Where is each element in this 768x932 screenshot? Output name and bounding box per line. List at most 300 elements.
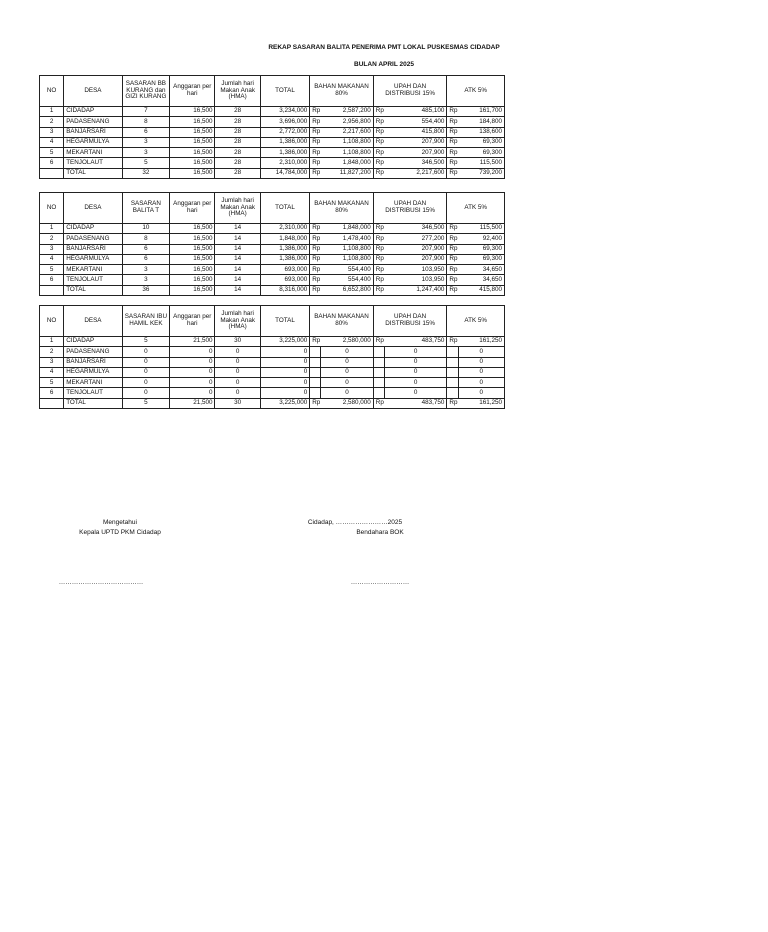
currency-label: Rp	[373, 127, 384, 137]
currency-label: Rp	[373, 148, 384, 158]
row-hari: 14	[215, 234, 260, 244]
row-desa: TOTAL	[64, 168, 122, 178]
row-sasaran: 6	[122, 244, 169, 254]
row-no: 3	[40, 244, 64, 254]
row-no: 5	[40, 378, 64, 388]
currency-label: Rp	[373, 107, 384, 117]
recap-table-bb-kurang	[39, 75, 505, 179]
currency-label	[373, 367, 384, 377]
row-desa: HEGARMULYA	[64, 367, 122, 377]
table-row	[40, 388, 505, 398]
table-row	[40, 275, 505, 285]
column-header: SASARAN IBU HAMIL KEK	[122, 306, 169, 337]
row-hari: 28	[215, 107, 260, 117]
row-upah-distribusi: 0	[384, 367, 447, 377]
row-atk: 161,700	[458, 107, 505, 117]
table-row	[40, 254, 505, 264]
row-sasaran: 6	[122, 254, 169, 264]
row-total: 0	[260, 357, 309, 367]
row-sasaran: 0	[122, 388, 169, 398]
table-row	[40, 127, 505, 137]
recap-table-balita-t	[39, 192, 505, 296]
table-row	[40, 347, 505, 357]
row-bahan-makanan: 0	[321, 367, 373, 377]
column-header: TOTAL	[260, 193, 309, 224]
row-desa: CIDADAP	[64, 337, 122, 347]
currency-label: Rp	[373, 137, 384, 147]
table-row	[40, 117, 505, 127]
row-total: 0	[260, 347, 309, 357]
row-desa: TENJOLAUT	[64, 388, 122, 398]
row-anggaran: 21,500	[170, 337, 215, 347]
currency-label: Rp	[310, 337, 321, 347]
row-bahan-makanan: 1,848,000	[321, 224, 373, 234]
recap-table-ibu-hamil-kek	[39, 305, 505, 409]
row-total: 2,310,000	[260, 224, 309, 234]
row-no: 6	[40, 158, 64, 168]
row-total: 14,784,000	[260, 168, 309, 178]
row-anggaran: 16,500	[170, 127, 215, 137]
row-bahan-makanan: 1,108,800	[321, 148, 373, 158]
row-bahan-makanan: 0	[321, 388, 373, 398]
currency-label: Rp	[447, 158, 458, 168]
currency-label	[373, 357, 384, 367]
currency-label	[310, 347, 321, 357]
row-sasaran: 32	[122, 168, 169, 178]
currency-label: Rp	[310, 234, 321, 244]
row-atk: 739,200	[458, 168, 505, 178]
row-sasaran: 5	[122, 398, 169, 408]
currency-label: Rp	[447, 137, 458, 147]
currency-label: Rp	[310, 137, 321, 147]
currency-label: Rp	[310, 254, 321, 264]
document-title: REKAP SASARAN BALITA PENERIMA PMT LOKAL PUSKESMAS CIDADAP	[268, 44, 500, 51]
row-hari: 0	[215, 378, 260, 388]
row-sasaran: 7	[122, 107, 169, 117]
row-no	[40, 285, 64, 295]
row-atk: 34,650	[458, 265, 505, 275]
row-upah-distribusi: 554,400	[384, 117, 447, 127]
row-desa: HEGARMULYA	[64, 137, 122, 147]
row-desa: TENJOLAUT	[64, 275, 122, 285]
row-total: 2,310,000	[260, 158, 309, 168]
row-desa: HEGARMULYA	[64, 254, 122, 264]
column-header: ATK 5%	[447, 193, 505, 224]
row-no: 2	[40, 117, 64, 127]
row-anggaran: 16,500	[170, 224, 215, 234]
currency-label: Rp	[447, 234, 458, 244]
row-no: 4	[40, 254, 64, 264]
column-header: ATK 5%	[447, 306, 505, 337]
currency-label	[447, 378, 458, 388]
column-header: DESA	[64, 193, 122, 224]
row-atk: 184,800	[458, 117, 505, 127]
currency-label: Rp	[373, 234, 384, 244]
row-upah-distribusi: 1,247,400	[384, 285, 447, 295]
currency-label	[373, 378, 384, 388]
row-total: 1,386,000	[260, 148, 309, 158]
row-anggaran: 0	[170, 378, 215, 388]
row-bahan-makanan: 2,580,000	[321, 337, 373, 347]
table-row	[40, 337, 505, 347]
row-no: 1	[40, 107, 64, 117]
row-upah-distribusi: 483,750	[384, 398, 447, 408]
row-upah-distribusi: 207,900	[384, 254, 447, 264]
table-row	[40, 378, 505, 388]
row-total: 3,234,000	[260, 107, 309, 117]
currency-label: Rp	[373, 265, 384, 275]
row-anggaran: 16,500	[170, 275, 215, 285]
row-bahan-makanan: 1,108,800	[321, 244, 373, 254]
currency-label	[310, 357, 321, 367]
row-upah-distribusi: 0	[384, 388, 447, 398]
column-header: BAHAN MAKANAN 80%	[310, 193, 374, 224]
row-anggaran: 21,500	[170, 398, 215, 408]
row-bahan-makanan: 11,827,200	[321, 168, 373, 178]
row-sasaran: 0	[122, 367, 169, 377]
row-atk: 69,300	[458, 254, 505, 264]
row-total: 3,225,000	[260, 337, 309, 347]
row-no: 6	[40, 275, 64, 285]
row-atk: 69,300	[458, 244, 505, 254]
row-hari: 28	[215, 137, 260, 147]
row-desa: BANJARSARI	[64, 244, 122, 254]
row-upah-distribusi: 207,900	[384, 244, 447, 254]
row-anggaran: 16,500	[170, 148, 215, 158]
row-anggaran: 16,500	[170, 244, 215, 254]
row-total: 0	[260, 378, 309, 388]
currency-label: Rp	[310, 148, 321, 158]
signature-right-line2: Bendahara BOK	[356, 529, 404, 536]
currency-label: Rp	[447, 265, 458, 275]
currency-label: Rp	[373, 158, 384, 168]
currency-label: Rp	[310, 398, 321, 408]
row-sasaran: 5	[122, 337, 169, 347]
column-header: BAHAN MAKANAN 80%	[310, 76, 374, 107]
document-subtitle: BULAN APRIL 2025	[354, 61, 414, 68]
row-sasaran: 36	[122, 285, 169, 295]
column-header: NO	[40, 193, 64, 224]
row-atk: 0	[458, 357, 505, 367]
currency-label: Rp	[310, 244, 321, 254]
row-total: 693,000	[260, 275, 309, 285]
currency-label: Rp	[447, 275, 458, 285]
table-total-row	[40, 398, 505, 408]
row-bahan-makanan: 2,956,800	[321, 117, 373, 127]
row-bahan-makanan: 1,108,800	[321, 254, 373, 264]
column-header: TOTAL	[260, 306, 309, 337]
row-atk: 138,600	[458, 127, 505, 137]
row-sasaran: 3	[122, 265, 169, 275]
row-sasaran: 3	[122, 275, 169, 285]
row-bahan-makanan: 2,580,000	[321, 398, 373, 408]
row-total: 2,772,000	[260, 127, 309, 137]
row-anggaran: 16,500	[170, 117, 215, 127]
row-total: 0	[260, 388, 309, 398]
row-desa: BANJARSARI	[64, 357, 122, 367]
column-header: DESA	[64, 76, 122, 107]
signature-left-line2: Kepala UPTD PKM Cidadap	[79, 529, 161, 536]
row-anggaran: 16,500	[170, 265, 215, 275]
currency-label	[310, 367, 321, 377]
row-sasaran: 10	[122, 224, 169, 234]
row-hari: 14	[215, 224, 260, 234]
row-atk: 161,250	[458, 398, 505, 408]
currency-label: Rp	[373, 285, 384, 295]
row-upah-distribusi: 0	[384, 378, 447, 388]
row-upah-distribusi: 103,950	[384, 265, 447, 275]
table-row	[40, 158, 505, 168]
row-upah-distribusi: 346,500	[384, 158, 447, 168]
currency-label: Rp	[447, 398, 458, 408]
table-row	[40, 137, 505, 147]
row-hari: 0	[215, 367, 260, 377]
row-desa: MEKARTANI	[64, 148, 122, 158]
row-hari: 0	[215, 357, 260, 367]
currency-label: Rp	[373, 275, 384, 285]
table-header-row	[40, 193, 505, 224]
column-header: UPAH DAN DISTRIBUSI 15%	[373, 76, 447, 107]
currency-label	[447, 347, 458, 357]
row-atk: 415,800	[458, 285, 505, 295]
currency-label	[310, 378, 321, 388]
row-desa: PADASENANG	[64, 117, 122, 127]
currency-label: Rp	[310, 275, 321, 285]
row-bahan-makanan: 1,478,400	[321, 234, 373, 244]
row-upah-distribusi: 0	[384, 347, 447, 357]
row-atk: 161,250	[458, 337, 505, 347]
column-header: DESA	[64, 306, 122, 337]
currency-label: Rp	[310, 168, 321, 178]
row-desa: MEKARTANI	[64, 265, 122, 275]
column-header: Jumlah hari Makan Anak (HMA)	[215, 306, 260, 337]
row-atk: 34,650	[458, 275, 505, 285]
row-bahan-makanan: 554,400	[321, 265, 373, 275]
row-hari: 28	[215, 168, 260, 178]
row-anggaran: 0	[170, 357, 215, 367]
row-atk: 0	[458, 347, 505, 357]
row-anggaran: 16,500	[170, 234, 215, 244]
row-total: 1,386,000	[260, 137, 309, 147]
column-header: UPAH DAN DISTRIBUSI 15%	[373, 193, 447, 224]
row-sasaran: 0	[122, 378, 169, 388]
row-atk: 69,300	[458, 148, 505, 158]
table-total-row	[40, 168, 505, 178]
row-no	[40, 398, 64, 408]
row-anggaran: 0	[170, 347, 215, 357]
row-bahan-makanan: 554,400	[321, 275, 373, 285]
row-no: 5	[40, 148, 64, 158]
currency-label: Rp	[373, 244, 384, 254]
row-sasaran: 0	[122, 357, 169, 367]
column-header: NO	[40, 306, 64, 337]
row-desa: CIDADAP	[64, 224, 122, 234]
table-row	[40, 244, 505, 254]
currency-label	[447, 388, 458, 398]
table-row	[40, 367, 505, 377]
row-atk: 92,400	[458, 234, 505, 244]
signature-right-dots: ………………………	[350, 579, 410, 586]
signature-right-line1: Cidadap, ……………………2025	[307, 519, 403, 526]
currency-label: Rp	[310, 158, 321, 168]
row-total: 1,848,000	[260, 234, 309, 244]
column-header: NO	[40, 76, 64, 107]
table-row	[40, 148, 505, 158]
column-header: BAHAN MAKANAN 80%	[310, 306, 374, 337]
row-total: 0	[260, 367, 309, 377]
row-no	[40, 168, 64, 178]
currency-label	[373, 347, 384, 357]
row-upah-distribusi: 2,217,600	[384, 168, 447, 178]
row-hari: 0	[215, 388, 260, 398]
row-atk: 115,500	[458, 158, 505, 168]
row-total: 3,696,000	[260, 117, 309, 127]
row-sasaran: 3	[122, 137, 169, 147]
row-no: 1	[40, 337, 64, 347]
row-anggaran: 16,500	[170, 158, 215, 168]
row-anggaran: 16,500	[170, 107, 215, 117]
row-anggaran: 16,500	[170, 254, 215, 264]
row-no: 1	[40, 224, 64, 234]
column-header: Anggaran per hari	[170, 306, 215, 337]
table-header-row	[40, 76, 505, 107]
row-hari: 14	[215, 275, 260, 285]
row-upah-distribusi: 277,200	[384, 234, 447, 244]
currency-label: Rp	[447, 254, 458, 264]
row-upah-distribusi: 0	[384, 357, 447, 367]
currency-label	[447, 367, 458, 377]
row-sasaran: 8	[122, 234, 169, 244]
row-no: 4	[40, 137, 64, 147]
row-no: 5	[40, 265, 64, 275]
currency-label: Rp	[310, 285, 321, 295]
row-anggaran: 0	[170, 367, 215, 377]
column-header: Jumlah hari Makan Anak (HMA)	[215, 193, 260, 224]
row-upah-distribusi: 415,800	[384, 127, 447, 137]
table-row	[40, 265, 505, 275]
row-desa: BANJARSARI	[64, 127, 122, 137]
currency-label: Rp	[447, 127, 458, 137]
row-hari: 30	[215, 398, 260, 408]
row-upah-distribusi: 103,950	[384, 275, 447, 285]
column-header: Anggaran per hari	[170, 76, 215, 107]
currency-label: Rp	[447, 117, 458, 127]
currency-label: Rp	[373, 117, 384, 127]
row-sasaran: 5	[122, 158, 169, 168]
currency-label: Rp	[310, 224, 321, 234]
signature-left-dots: …………………………………	[58, 579, 144, 586]
row-hari: 0	[215, 347, 260, 357]
row-atk: 115,500	[458, 224, 505, 234]
row-hari: 28	[215, 148, 260, 158]
table-row	[40, 107, 505, 117]
row-desa: PADASENANG	[64, 347, 122, 357]
row-atk: 0	[458, 367, 505, 377]
row-sasaran: 8	[122, 117, 169, 127]
row-bahan-makanan: 0	[321, 357, 373, 367]
row-atk: 69,300	[458, 137, 505, 147]
row-upah-distribusi: 483,750	[384, 337, 447, 347]
row-hari: 28	[215, 127, 260, 137]
row-bahan-makanan: 6,652,800	[321, 285, 373, 295]
row-desa: TOTAL	[64, 398, 122, 408]
row-bahan-makanan: 1,848,000	[321, 158, 373, 168]
row-bahan-makanan: 0	[321, 378, 373, 388]
table-row	[40, 234, 505, 244]
row-no: 3	[40, 357, 64, 367]
currency-label: Rp	[373, 254, 384, 264]
currency-label: Rp	[447, 107, 458, 117]
column-header: Anggaran per hari	[170, 193, 215, 224]
column-header: TOTAL	[260, 76, 309, 107]
row-total: 1,386,000	[260, 244, 309, 254]
row-no: 2	[40, 347, 64, 357]
column-header: ATK 5%	[447, 76, 505, 107]
row-desa: TENJOLAUT	[64, 158, 122, 168]
row-hari: 28	[215, 158, 260, 168]
row-hari: 28	[215, 117, 260, 127]
row-hari: 14	[215, 254, 260, 264]
row-atk: 0	[458, 378, 505, 388]
currency-label: Rp	[310, 127, 321, 137]
column-header: Jumlah hari Makan Anak (HMA)	[215, 76, 260, 107]
row-anggaran: 0	[170, 388, 215, 398]
currency-label: Rp	[447, 168, 458, 178]
currency-label	[373, 388, 384, 398]
row-hari: 30	[215, 337, 260, 347]
table-row	[40, 357, 505, 367]
row-desa: TOTAL	[64, 285, 122, 295]
column-header: SASARAN BB KURANG dan GIZI KURANG	[122, 76, 169, 107]
row-no: 4	[40, 367, 64, 377]
currency-label	[310, 388, 321, 398]
row-total: 3,225,000	[260, 398, 309, 408]
column-header: UPAH DAN DISTRIBUSI 15%	[373, 306, 447, 337]
currency-label: Rp	[373, 168, 384, 178]
currency-label: Rp	[447, 285, 458, 295]
currency-label: Rp	[447, 148, 458, 158]
row-bahan-makanan: 0	[321, 347, 373, 357]
row-anggaran: 16,500	[170, 168, 215, 178]
currency-label: Rp	[447, 224, 458, 234]
row-hari: 14	[215, 265, 260, 275]
signature-left-line1: Mengetahui	[103, 519, 137, 526]
currency-label: Rp	[310, 107, 321, 117]
row-no: 3	[40, 127, 64, 137]
table-row	[40, 224, 505, 234]
row-sasaran: 6	[122, 127, 169, 137]
row-desa: MEKARTANI	[64, 378, 122, 388]
currency-label	[447, 357, 458, 367]
column-header: SASARAN BALITA T	[122, 193, 169, 224]
row-desa: PADASENANG	[64, 234, 122, 244]
row-total: 1,386,000	[260, 254, 309, 264]
row-upah-distribusi: 346,500	[384, 224, 447, 234]
currency-label: Rp	[373, 398, 384, 408]
row-sasaran: 3	[122, 148, 169, 158]
row-upah-distribusi: 207,900	[384, 148, 447, 158]
row-desa: CIDADAP	[64, 107, 122, 117]
row-total: 8,316,000	[260, 285, 309, 295]
row-bahan-makanan: 2,217,600	[321, 127, 373, 137]
row-bahan-makanan: 2,587,200	[321, 107, 373, 117]
currency-label: Rp	[310, 117, 321, 127]
currency-label: Rp	[310, 265, 321, 275]
table-total-row	[40, 285, 505, 295]
row-no: 2	[40, 234, 64, 244]
row-bahan-makanan: 1,108,800	[321, 137, 373, 147]
row-upah-distribusi: 485,100	[384, 107, 447, 117]
